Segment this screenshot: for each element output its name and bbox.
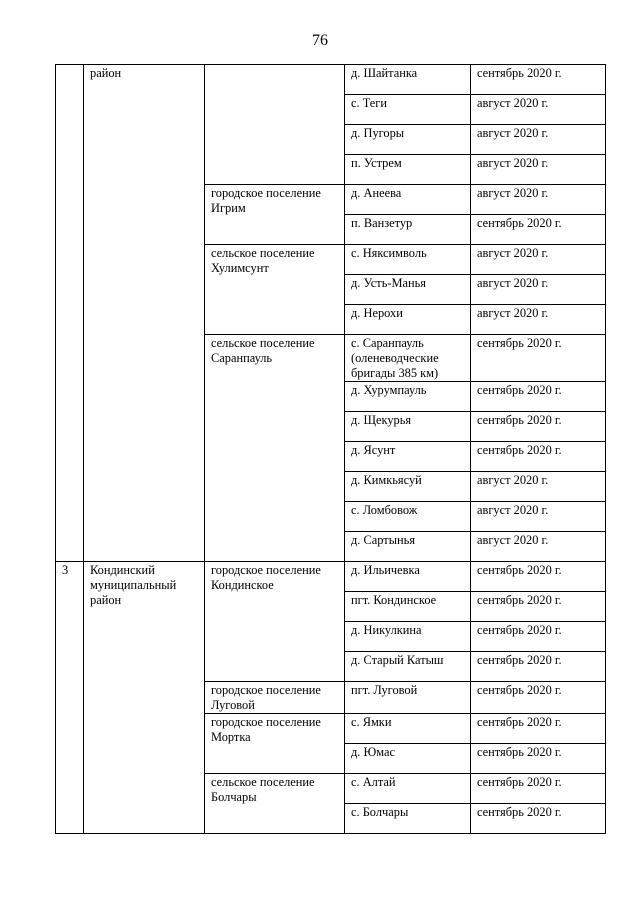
date-cell: август 2020 г. (471, 532, 606, 562)
date-cell: сентябрь 2020 г. (471, 622, 606, 652)
date-cell: август 2020 г. (471, 185, 606, 215)
date-cell: сентябрь 2020 г. (471, 442, 606, 472)
locality-cell: д. Сартынья (345, 532, 471, 562)
locality-cell: с. Ямки (345, 714, 471, 744)
locality-cell: д. Шайтанка (345, 65, 471, 95)
settlement-cell: сельское поселение Болчары (205, 774, 345, 834)
district-cell: район (84, 65, 205, 562)
locality-cell: с. Саранпауль (оленеводческие бригады 385 км) (345, 335, 471, 382)
locality-cell: п. Ванзетур (345, 215, 471, 245)
table-row (56, 562, 606, 592)
locality-cell: п. Устрем (345, 155, 471, 185)
row-number-cell: 3 (56, 562, 84, 834)
date-cell: сентябрь 2020 г. (471, 774, 606, 804)
settlements-table (55, 64, 606, 834)
date-cell: сентябрь 2020 г. (471, 412, 606, 442)
date-cell: сентябрь 2020 г. (471, 562, 606, 592)
settlement-cell (205, 65, 345, 185)
locality-cell: с. Болчары (345, 804, 471, 834)
date-cell: август 2020 г. (471, 155, 606, 185)
locality-cell: д. Кимкьясуй (345, 472, 471, 502)
date-cell: сентябрь 2020 г. (471, 804, 606, 834)
table-row (56, 65, 606, 95)
date-cell: сентябрь 2020 г. (471, 215, 606, 245)
date-cell: сентябрь 2020 г. (471, 382, 606, 412)
locality-cell: д. Усть-Манья (345, 275, 471, 305)
date-cell: сентябрь 2020 г. (471, 592, 606, 622)
locality-cell: пгт. Кондинское (345, 592, 471, 622)
settlement-cell: сельское поселение Хулимсунт (205, 245, 345, 335)
page-number: 76 (312, 32, 328, 49)
locality-cell: д. Анеева (345, 185, 471, 215)
date-cell: август 2020 г. (471, 245, 606, 275)
date-cell: август 2020 г. (471, 275, 606, 305)
date-cell: август 2020 г. (471, 472, 606, 502)
locality-cell: д. Ясунт (345, 442, 471, 472)
date-cell: август 2020 г. (471, 305, 606, 335)
locality-cell: д. Старый Катыш (345, 652, 471, 682)
locality-cell: д. Никулкина (345, 622, 471, 652)
date-cell: сентябрь 2020 г. (471, 65, 606, 95)
settlement-cell: городское поселение Кондинское (205, 562, 345, 682)
locality-cell: д. Щекурья (345, 412, 471, 442)
date-cell: сентябрь 2020 г. (471, 335, 606, 382)
locality-cell: д. Юмас (345, 744, 471, 774)
locality-cell: с. Ломбовож (345, 502, 471, 532)
row-number-cell (56, 65, 84, 562)
district-cell: Кондинский муниципальный район (84, 562, 205, 834)
locality-cell: д. Хурумпауль (345, 382, 471, 412)
locality-cell: с. Няксимволь (345, 245, 471, 275)
locality-cell: д. Пугоры (345, 125, 471, 155)
date-cell: сентябрь 2020 г. (471, 652, 606, 682)
settlement-cell: городское поселение Мортка (205, 714, 345, 774)
locality-cell: с. Алтай (345, 774, 471, 804)
locality-cell: с. Теги (345, 95, 471, 125)
settlement-cell: сельское поселение Саранпауль (205, 335, 345, 562)
locality-cell: д. Нерохи (345, 305, 471, 335)
date-cell: август 2020 г. (471, 125, 606, 155)
date-cell: август 2020 г. (471, 502, 606, 532)
date-cell: сентябрь 2020 г. (471, 744, 606, 774)
date-cell: сентябрь 2020 г. (471, 682, 606, 714)
settlement-cell: городское поселение Игрим (205, 185, 345, 245)
locality-cell: пгт. Луговой (345, 682, 471, 714)
locality-cell: д. Ильичевка (345, 562, 471, 592)
date-cell: сентябрь 2020 г. (471, 714, 606, 744)
date-cell: август 2020 г. (471, 95, 606, 125)
settlement-cell: городское поселение Луговой (205, 682, 345, 714)
